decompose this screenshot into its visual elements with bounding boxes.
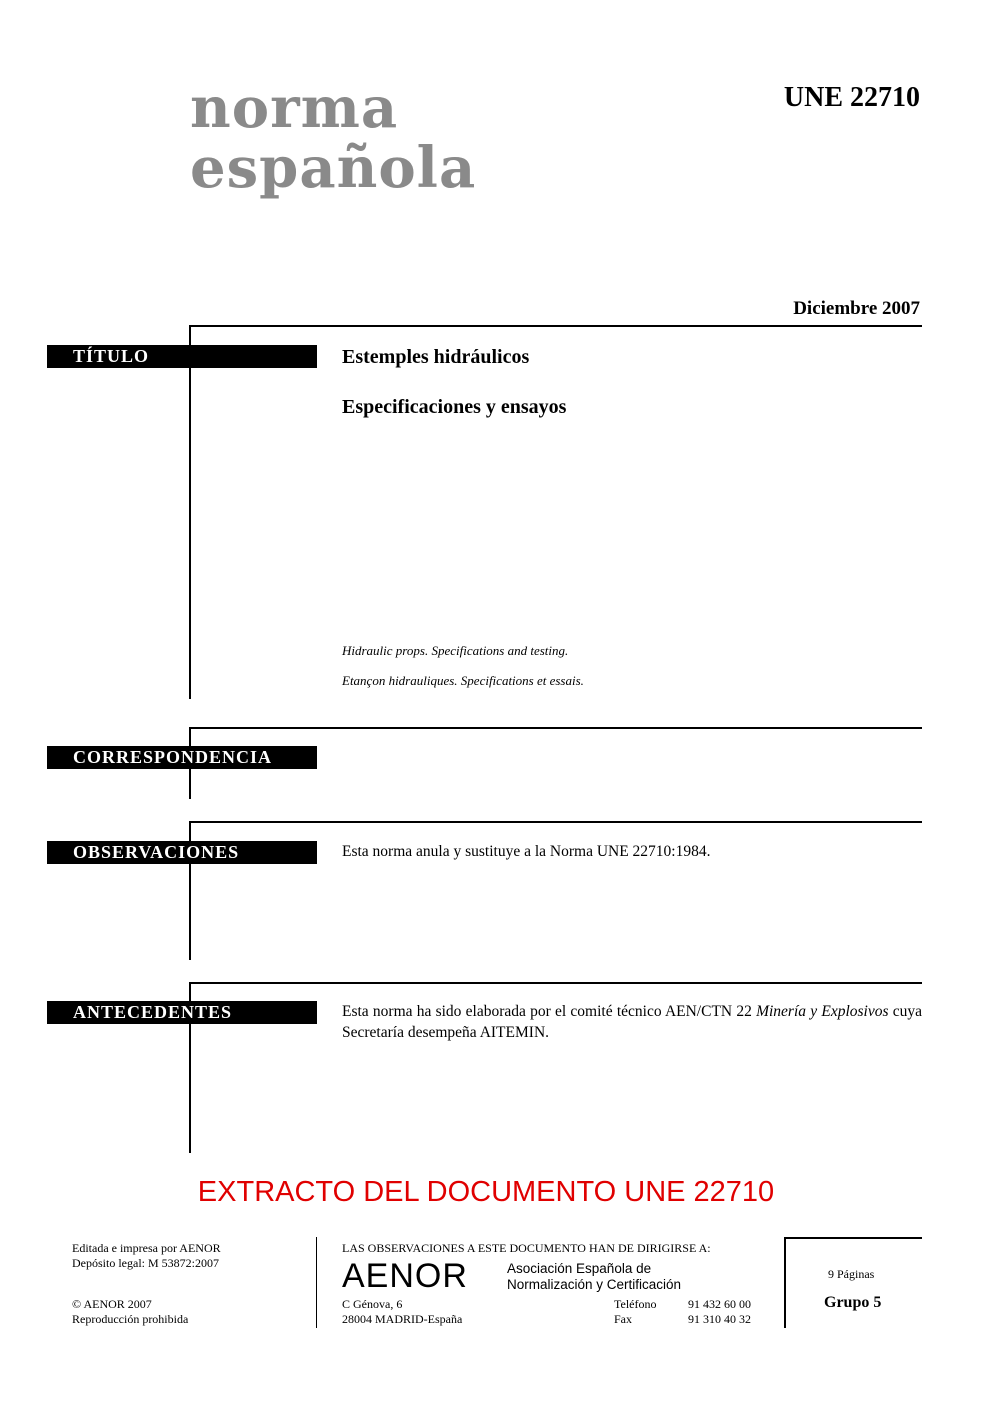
observaciones-text: Esta norma anula y sustituye a la Norma UNE 22710:1984.: [342, 843, 711, 860]
info-box-top: [784, 1237, 922, 1239]
section-divider: [189, 982, 922, 984]
aenor-full-name: [507, 1261, 681, 1293]
page-count: 9 Páginas: [828, 1267, 875, 1281]
edition-line: Editada e impresa por AENOR: [72, 1241, 221, 1255]
committee-name: Minería y Explosivos: [756, 1003, 889, 1020]
label-observaciones: OBSERVACIONES: [47, 841, 317, 864]
section-divider: [189, 325, 922, 327]
label-antecedentes: ANTECEDENTES: [47, 1001, 317, 1024]
antecedentes-text-start: Esta norma ha sido elaborada por el comité técnico AEN/CTN 22: [342, 1003, 757, 1020]
section-divider: [189, 727, 922, 729]
footer-copyright: [72, 1297, 188, 1327]
address-city: 28004 MADRID-España: [342, 1312, 463, 1326]
section-rule: [189, 325, 191, 699]
brand-line-1: norma: [190, 75, 399, 141]
label-titulo: TÍTULO: [47, 345, 317, 368]
brand-title: [190, 75, 477, 201]
aenor-address: [342, 1297, 462, 1327]
antecedentes-text: [342, 1001, 922, 1043]
fax-label: Fax: [614, 1312, 632, 1326]
brand-line-2: española: [190, 135, 477, 201]
phone-label: Teléfono: [614, 1297, 657, 1311]
contact-labels: [614, 1297, 656, 1327]
info-box-rule: [784, 1237, 786, 1328]
address-street: C Génova, 6: [342, 1297, 403, 1311]
title-line-2: Especificaciones y ensayos: [342, 396, 567, 418]
extract-watermark: EXTRACTO DEL DOCUMENTO UNE 22710: [197, 1176, 775, 1208]
title-english: Hidraulic props. Specifications and testing.: [342, 643, 569, 658]
footer-heading: LAS OBSERVACIONES A ESTE DOCUMENTO HAN DE DIRIGIRSE A:: [342, 1241, 711, 1255]
org-line-1: Asociación Española de: [507, 1261, 652, 1276]
footer-divider: [316, 1237, 317, 1328]
fax-value: 91 310 40 32: [688, 1312, 751, 1326]
publication-date: Diciembre 2007: [793, 298, 920, 319]
label-correspondencia: CORRESPONDENCIA: [47, 746, 317, 769]
reproduction-line: Reproducción prohibida: [72, 1312, 189, 1326]
phone-value: 91 432 60 00: [688, 1297, 751, 1311]
org-line-2: Normalización y Certificación: [507, 1277, 682, 1292]
price-group: Grupo 5: [824, 1294, 882, 1311]
legal-deposit: Depósito legal: M 53872:2007: [72, 1256, 219, 1270]
section-divider: [189, 821, 922, 823]
document-number: UNE 22710: [783, 82, 920, 113]
contact-values: [688, 1297, 751, 1327]
title-french: Etançon hidrauliques. Specifications et essais.: [342, 673, 584, 688]
antecedentes-text-end: cuya Secretaría desempeña AITEMIN.: [342, 1003, 923, 1041]
aenor-logo: AENOR: [342, 1257, 468, 1295]
copyright-line: © AENOR 2007: [72, 1297, 152, 1311]
footer-edition: [72, 1241, 221, 1271]
title-line-1: Estemples hidráulicos: [342, 346, 530, 368]
